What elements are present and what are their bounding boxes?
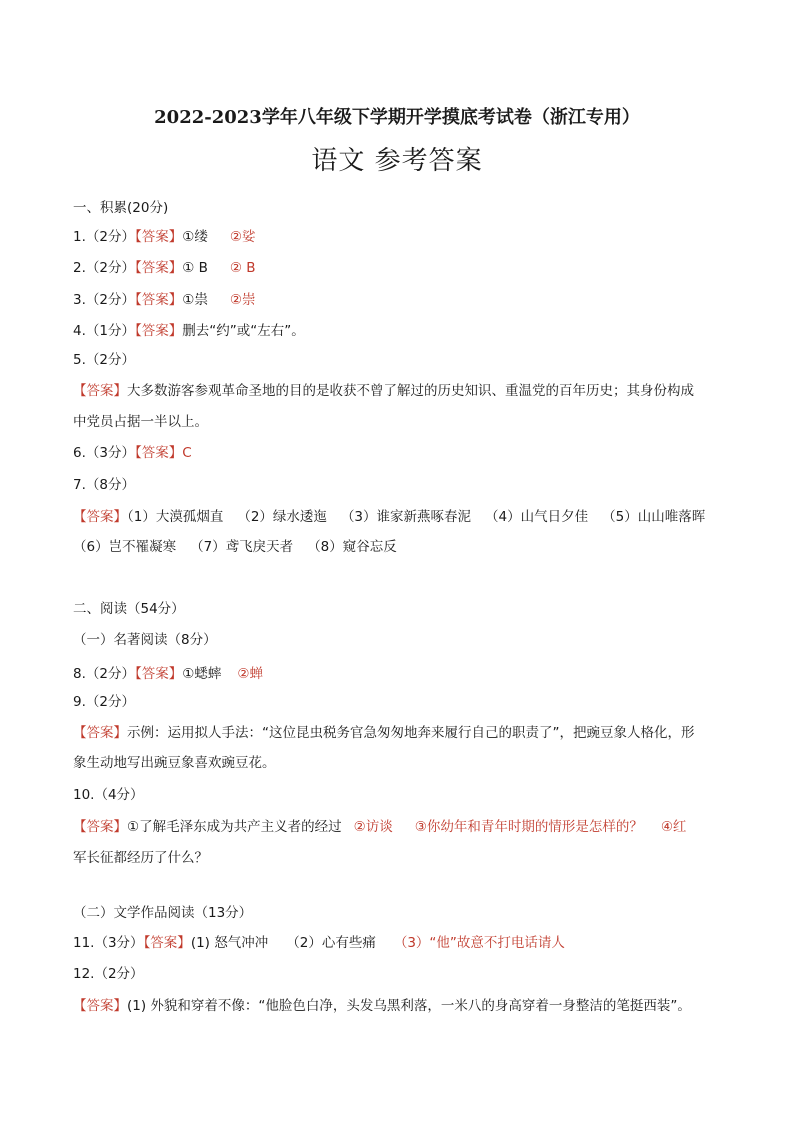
page-title: 语文 参考答案 — [311, 146, 483, 176]
answer-q2: 2.（2分）【答案】① B ② B — [73, 260, 256, 276]
question-number-q12: 12.（2分） — [73, 966, 144, 982]
answer-q10-line1: 【答案】①了解毛泽东成为共产主义者的经过 ②访谈 ③你幼年和青年时期的情形是怎样的？ ④红 — [73, 819, 687, 835]
question-number-q7: 7.（8分） — [73, 477, 135, 493]
subsection-heading-2-2: （二）文学作品阅读（13分） — [73, 905, 253, 921]
question-number: 1.（2分） — [73, 229, 135, 245]
answer-q7-line1: 【答案】（1）大漠孤烟直 （2）绿水逶迤 （3）谁家新燕啄春泥 （4）山气日夕佳 （5）山山唯落晖 — [73, 509, 706, 525]
answer-tag: 【答案】 — [73, 819, 127, 835]
question-number-q10: 10.（4分） — [73, 787, 144, 803]
section-heading-1: 一、积累(20分) — [73, 200, 169, 216]
answer-tag: 【答案】 — [73, 509, 127, 525]
answer-tag: 【答案】 — [143, 935, 191, 951]
question-number: 6.（3分） — [73, 445, 135, 461]
answer-q9-line1: 【答案】示例：运用拟人手法：“这位昆虫税务官急匆匆地奔来履行自己的职责了”，把豌豆象人格化，形 — [73, 725, 695, 741]
answer-tag: 【答案】 — [73, 383, 127, 399]
question-number: 8.（2分） — [73, 666, 135, 682]
answer-tag: 【答案】 — [134, 229, 183, 245]
answer-tag: 【答案】 — [134, 260, 183, 276]
answer-tag: 【答案】 — [134, 323, 183, 339]
question-number: 4.（1分） — [73, 323, 135, 339]
answer-q4: 4.（1分）【答案】删去“约”或“左右”。 — [73, 323, 305, 339]
question-number-q5: 5.（2分） — [73, 352, 135, 368]
answer-tag: 【答案】 — [73, 725, 127, 741]
question-number: 3.（2分） — [73, 292, 135, 308]
answer-q12-line1: 【答案】(1) 外貌和穿着不像：“他脸色白净，头发乌黑利落，一米八的身高穿着一身整洁的笔挺西装”。 — [73, 998, 691, 1014]
question-number-q9: 9.（2分） — [73, 694, 135, 710]
answer-tag: 【答案】 — [134, 445, 183, 461]
question-number: 2.（2分） — [73, 260, 135, 276]
exam-title: 2022-2023学年八年级下学期开学摸底考试卷（浙江专用） — [154, 107, 640, 128]
answer-tag: 【答案】 — [73, 998, 127, 1014]
answer-q6: 6.（3分）【答案】C — [73, 445, 192, 461]
question-number: 11.（3分） — [73, 935, 144, 951]
answer-q1: 1.（2分）【答案】①缕 ②娑 — [73, 229, 256, 245]
answer-q5-line1: 【答案】大多数游客参观革命圣地的目的是收获不曾了解过的历史知识、重温党的百年历史；其身份构成 — [73, 383, 694, 399]
answer-q9-line2: 象生动地写出豌豆象喜欢豌豆花。 — [73, 755, 276, 771]
answer-q5-line2: 中党员占据一半以上。 — [73, 414, 208, 430]
answer-tag: 【答案】 — [134, 666, 183, 682]
answer-q7-line2: （6）岂不罹凝寒 （7）鸢飞戾天者 （8）窥谷忘反 — [73, 539, 397, 555]
answer-tag: 【答案】 — [134, 292, 183, 308]
answer-q10-line2: 军长征都经历了什么？ — [73, 850, 208, 866]
answer-q8: 8.（2分）【答案】①蟋蟀 ②蝉 — [73, 666, 263, 682]
answer-q11: 11.（3分）【答案】(1) 怒气冲冲 （2）心有些痛 （3）“他”故意不打电话请人 — [73, 935, 565, 951]
answer-q3: 3.（2分）【答案】①祟 ②崇 — [73, 292, 256, 308]
subsection-heading-2-1: （一）名著阅读（8分） — [73, 632, 217, 648]
section-heading-2: 二、阅读（54分） — [73, 601, 185, 617]
